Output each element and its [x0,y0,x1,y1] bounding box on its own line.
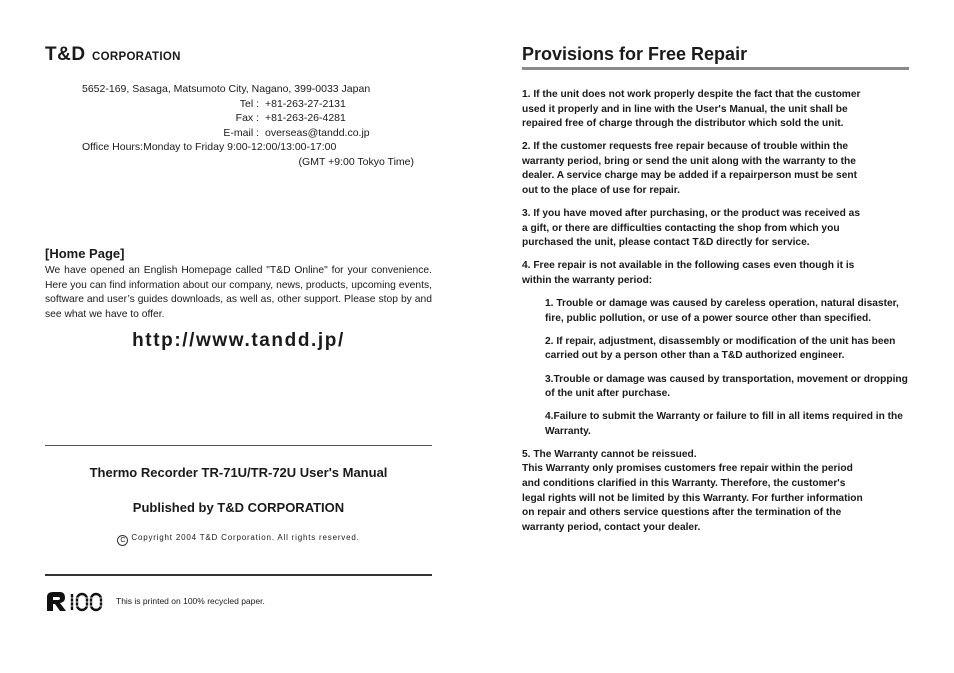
contact-block [82,82,413,170]
tel-label: Tel : [239,97,259,110]
provision-item [522,259,912,288]
provision-item [522,88,912,132]
left-page [45,0,432,673]
fax-row [82,111,413,126]
right-page [522,0,912,673]
timezone: (GMT +9:00 Tokyo Time) [298,155,414,168]
exception-1: 1. Trouble or damage was caused by careless operation, natural disaster, fire, public pollution, or use of a power source other than specified. [545,298,899,324]
copyright-symbol-icon: C [117,535,128,546]
provision-3: 3. If you have moved after purchasing, or the product was received as a gift, or there are difficulties contacting the shop from which you purchased the unit, please contact T&D directly for service. [522,208,860,249]
copyright-line [45,533,432,546]
provision-item [522,207,912,251]
logo-main: T&D [45,44,86,65]
tel-value: +81-263-27-2131 [265,97,346,110]
provision-5-title: 5. The Warranty cannot be reissued. [522,448,697,460]
email-label: E-mail : [223,126,259,139]
provision-4: 4. Free repair is not available in the following cases even though it is within the warranty period: [522,260,855,287]
office-hours: Office Hours:Monday to Friday 9:00-12:00/13:00-17:00 [82,141,337,154]
page-title: Provisions for Free Repair [522,44,748,64]
recycle-r100-logo-icon [45,589,105,613]
homepage-url: http://www.tandd.jp/ [132,330,345,351]
fax-label: Fax : [235,112,259,125]
provision-5 [522,448,912,536]
provision-1: 1. If the unit does not work properly despite the fact that the customer used it properly and in line with the User's Manual, the unit shall be repaired free of charge through the distributor which sold the unit. [522,89,861,130]
email-value: overseas@tandd.co.jp [265,126,370,139]
divider-top [45,445,432,446]
provision-5-text: This Warranty only promises customers free repair within the period and conditions clarified in this Warranty. Therefore, the customer's legal rights will not be limited by this Warranty. For further information on repair and others service questions after the termination of the warranty period, contact your dealer. [522,463,863,533]
exception-2: 2. If repair, adjustment, disassembly or modification of the unit has been carried out by a person other than a T&D authorized engineer. [545,335,896,362]
copyright-text: Copyright 2004 T&D Corporation. All rights reserved. [131,533,360,542]
logo-sub: CORPORATION [92,51,181,63]
tel-row [82,97,413,112]
title-underline [522,67,909,70]
provision-2: 2. If the customer requests free repair because of trouble within the warranty period, bring or send the unit along with the warranty to the dealer. A service charge may be added if a repairperson must be sent out to the place of use for repair. [522,141,858,197]
publisher: Published by T&D CORPORATION [132,500,345,515]
provisions-list [522,88,912,535]
divider-bottom [45,574,432,576]
email-row [82,126,413,141]
manual-title: Thermo Recorder TR-71U/TR-72U User's Manual [89,465,388,480]
company-logo [45,44,181,66]
homepage-heading: [Home Page] [45,246,125,261]
provision-item [522,140,912,198]
fax-value: +81-263-26-4281 [265,112,346,125]
exception-4: 4.Failure to submit the Warranty or failure to fill in all items required in the Warranty. [545,411,903,437]
recycled-note: This is printed on 100% recycled paper. [116,596,265,606]
homepage-text: We have opened an English Homepage called "T&D Online" for your convenience. Here you can find information about our company, news, products, upcoming events, software and user’s guides downloads, as well as, other support. Please stop by and see what we have to offer. [45,265,432,320]
exception-3: 3.Trouble or damage was caused by transportation, movement or dropping of the unit after purchase. [545,373,908,400]
address-line: 5652-169, Sasaga, Matsumoto City, Nagano, 399-0033 Japan [82,83,371,95]
